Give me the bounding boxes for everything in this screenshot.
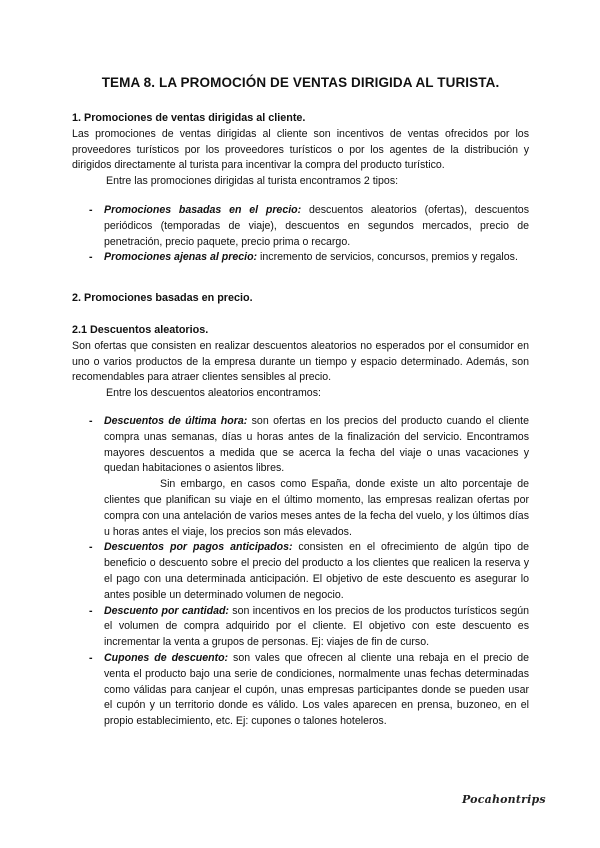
bullet-marker: - — [89, 541, 93, 554]
list-item-lead: Descuento por cantidad: — [104, 604, 229, 617]
section-1-paragraph: Las promociones de ventas dirigidas al cliente son incentivos de ventas ofrecidos por los proveedores turísticos por los proveedores turísticos o por los agentes de la distribución y dirigidos directamente al turista para incentivar la compra del producto turístico. — [72, 127, 529, 172]
bullet-marker: - — [89, 651, 93, 664]
bullet-marker: - — [89, 415, 93, 427]
list-item-subparagraph: Sin embargo, en casos como España, donde existe un alto porcentaje de clientes que planifican su viaje en el último momento, las empresas realizan ofertas por compra con una antelación de varios meses antes de la fecha del vuelo, y los últimos días u horas antes el viaje, los precios son más elevados. — [104, 478, 529, 538]
section-2 — [72, 291, 529, 307]
bullet-marker: - — [89, 204, 93, 216]
bullet-marker: - — [89, 604, 93, 617]
section-1-heading: 1. Promociones de ventas dirigidas al cliente. — [72, 112, 306, 124]
list-item-lead: Descuentos por pagos anticipados: — [104, 541, 293, 554]
list-item — [72, 651, 529, 730]
list-item-text: son vales que ofrecen al cliente una rebaja en el precio de venta el producto bajo una serie de condiciones, normalmente unas fechas determinadas como válidas para canjear el cupón, unas empresas participantes donde se pueden usar el cupón y un territorio donde es válido. Los vales aparecen en prensa, buzoneo, en el propio establecimiento, etc. Ej: cupones o talones hoteleros. — [104, 651, 529, 728]
list-item — [72, 250, 529, 266]
list-item — [72, 604, 529, 651]
list-item-text: descuentos aleatorios (ofertas), descuentos periódicos (temporadas de viaje), descuentos en segundos mercados, precio de penetración, precio paquete, precio prima o recargo. — [104, 204, 529, 248]
list-item-text: son ofertas en los precios del producto cuando el cliente compra unas semanas, días u horas antes de la finalización del servicio. Encontramos mayores descuentos a medida que se acerca la fecha del viaje o unas vacaciones y quedan habitaciones o asientos libres. — [104, 415, 529, 475]
list-item-lead: Promociones basadas en el precio: — [104, 204, 302, 216]
section-2-1-list — [72, 414, 529, 730]
section-2-1-paragraph: Son ofertas que consisten en realizar descuentos aleatorios no esperados por el consumidor en uno o varios productos de la empresa durante un tiempo y espacio determinado. Además, son recomendables para atraer clientes sensibles al precio. — [72, 339, 529, 384]
section-2-1 — [72, 323, 529, 402]
list-item — [72, 414, 529, 540]
list-item-lead: Descuentos de última hora: — [104, 415, 248, 427]
list-item-text: son incentivos en los precios de los productos turísticos según el volumen de compra adquirido por el cliente. El objetivo con este descuento es incrementar la venta a grupos de personas. Ej: viajes de fin de curso. — [104, 604, 529, 649]
section-1-intro: Entre las promociones dirigidas al turista encontramos 2 tipos: — [106, 175, 399, 188]
list-item-lead: Cupones de descuento: — [104, 651, 229, 664]
list-item-text: consisten en el ofrecimiento de algún tipo de beneficio o descuento sobre el precio del producto a los clientes que realicen la reserva y el pago con una determinada anticipación. El objetivo de este descuento es asegurar lo antes posible un determinado volumen de negocio. — [104, 541, 529, 601]
section-1 — [72, 111, 529, 190]
page-title: TEMA 8. LA PROMOCIÓN DE VENTAS DIRIGIDA AL TURISTA. — [101, 75, 500, 90]
section-2-1-heading: 2.1 Descuentos aleatorios. — [72, 324, 209, 336]
bullet-marker: - — [89, 251, 93, 264]
list-item-text: incremento de servicios, concursos, premios y regalos. — [257, 251, 518, 264]
section-2-heading: 2. Promociones basadas en precio. — [72, 292, 253, 304]
footer-signature: Pocahontrips — [462, 793, 546, 806]
section-2-1-intro: Entre los descuentos aleatorios encontramos: — [106, 387, 321, 400]
section-1-list — [72, 203, 529, 266]
list-item-lead: Promociones ajenas al precio: — [104, 251, 258, 264]
list-item — [72, 540, 529, 603]
list-item — [72, 203, 529, 250]
